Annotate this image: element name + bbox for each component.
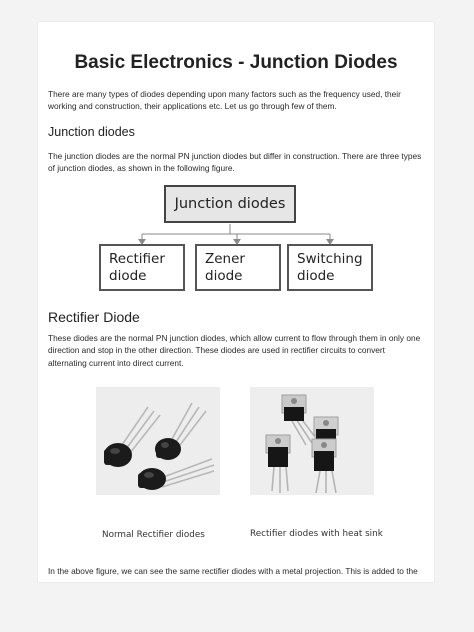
diagram-box-zener	[195, 244, 281, 291]
junction-diodes-paragraph: The junction diodes are the normal PN junction diodes but differ in construction. There are three types of junction diodes, as shown in the following figure.	[48, 151, 422, 174]
diagram-box-switching	[287, 244, 373, 291]
heat-sink-diodes-illustration	[250, 387, 374, 495]
diagram-box-label: Switching diode	[297, 251, 363, 284]
rectifier-diodes-illustration	[96, 387, 220, 495]
document-page[interactable]	[38, 22, 434, 582]
intro-paragraph: There are many types of diodes depending upon many factors such as the frequency used, their working and construction, their applications etc. Let us go through few of them.	[48, 89, 401, 112]
caption-heat-sink: Rectifier diodes with heat sink	[250, 529, 383, 539]
page-title: Basic Electronics - Junction Diodes	[74, 52, 398, 73]
heading-junction-diodes: Junction diodes	[48, 125, 135, 139]
photo-normal-rectifier-diodes	[96, 387, 220, 495]
diagram-box-label: Rectifier diode	[109, 251, 165, 284]
photo-rectifier-diodes-heat-sink	[250, 387, 374, 495]
trailing-paragraph: In the above figure, we can see the same rectifier diodes with a metal projection. This is added to the	[48, 566, 418, 576]
diagram-box-label: Zener diode	[205, 251, 245, 284]
diagram-root-label: Junction diodes	[174, 196, 286, 212]
diagram-box-rectifier	[99, 244, 185, 291]
caption-normal-rectifier: Normal Rectifier diodes	[102, 530, 205, 540]
heading-rectifier-diode: Rectifier Diode	[48, 309, 140, 325]
diagram-root-box	[164, 185, 296, 223]
rectifier-diode-paragraph: These diodes are the normal PN junction diodes, which allow current to flow through them in only one direction and stop in the other direction. These diodes are used in rectifier circuits to convert alternating current into direct current.	[48, 333, 421, 368]
